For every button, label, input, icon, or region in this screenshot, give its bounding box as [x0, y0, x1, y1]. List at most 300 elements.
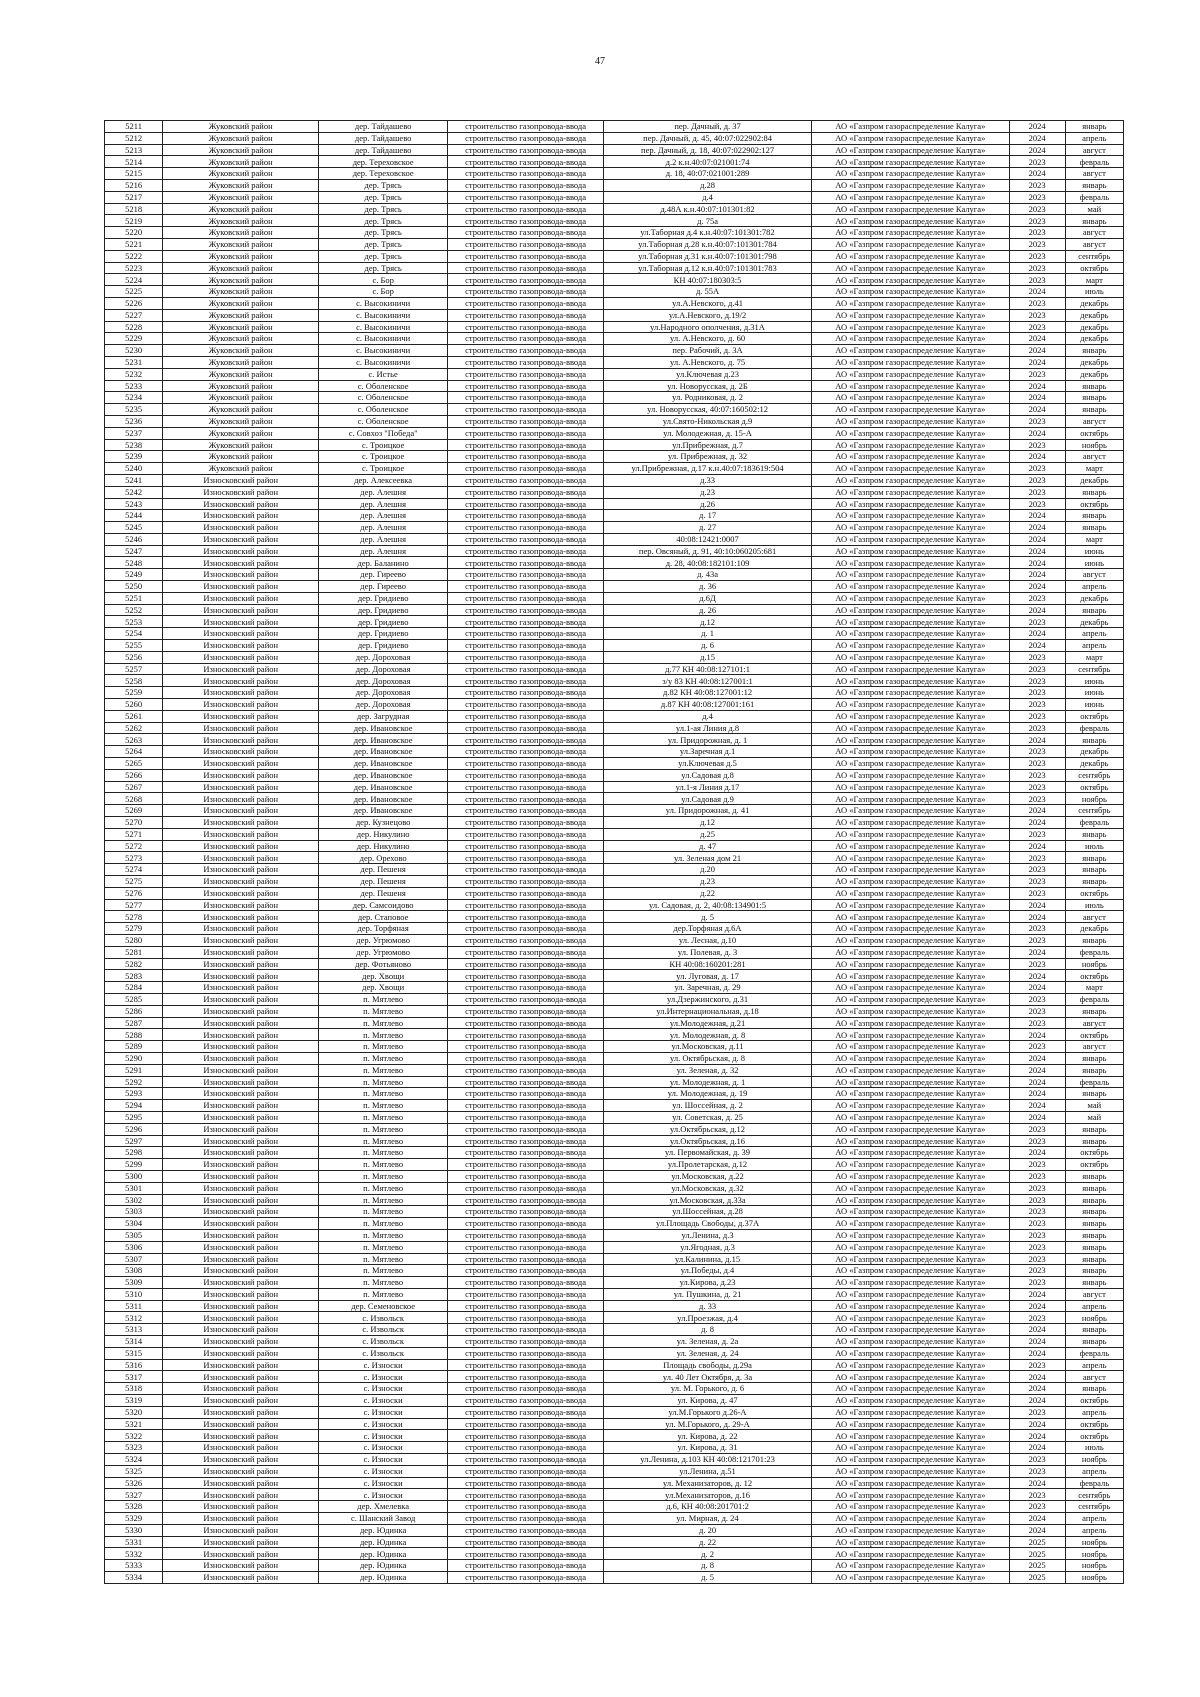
year-cell: 2024 — [1009, 1052, 1065, 1064]
work-type-cell: строительство газопровода-ввода — [448, 769, 604, 781]
table-row — [105, 274, 1124, 286]
address-cell: ул.Механизаторов, д.16 — [604, 1489, 812, 1501]
locality-cell: п. Мятлево — [319, 1017, 448, 1029]
district-cell: Износковский район — [163, 687, 319, 699]
table-row — [105, 1324, 1124, 1336]
table-row — [105, 1147, 1124, 1159]
month-cell: февраль — [1065, 817, 1123, 829]
locality-cell: с. Оболенское — [319, 404, 448, 416]
district-cell: Износковский район — [163, 1288, 319, 1300]
organization-cell: АО «Газпром газораспределение Калуга» — [812, 203, 1010, 215]
year-cell: 2025 — [1009, 1572, 1065, 1584]
locality-cell: дер. Ивановское — [319, 769, 448, 781]
locality-cell: дер. Никулино — [319, 828, 448, 840]
row-number-cell: 5279 — [105, 923, 163, 935]
work-type-cell: строительство газопровода-ввода — [448, 1572, 604, 1584]
table-row — [105, 1170, 1124, 1182]
address-cell: ул.Ленина, д.3 — [604, 1229, 812, 1241]
organization-cell: АО «Газпром газораспределение Калуга» — [812, 368, 1010, 380]
address-cell: д.23 — [604, 486, 812, 498]
year-cell: 2023 — [1009, 1206, 1065, 1218]
locality-cell: с. Износки — [319, 1430, 448, 1442]
year-cell: 2024 — [1009, 1383, 1065, 1395]
table-row — [105, 1442, 1124, 1454]
year-cell: 2024 — [1009, 1347, 1065, 1359]
year-cell: 2024 — [1009, 404, 1065, 416]
locality-cell: п. Мятлево — [319, 1182, 448, 1194]
table-row — [105, 498, 1124, 510]
address-cell: ул. Кирова, д. 31 — [604, 1442, 812, 1454]
table-row — [105, 1029, 1124, 1041]
month-cell: август — [1065, 415, 1123, 427]
district-cell: Износковский район — [163, 486, 319, 498]
district-cell: Износковский район — [163, 840, 319, 852]
district-cell: Износковский район — [163, 1041, 319, 1053]
table-row — [105, 852, 1124, 864]
district-cell: Жуковский район — [163, 368, 319, 380]
row-number-cell: 5292 — [105, 1076, 163, 1088]
locality-cell: дер. Никулино — [319, 840, 448, 852]
work-type-cell: строительство газопровода-ввода — [448, 486, 604, 498]
organization-cell: АО «Газпром газораспределение Калуга» — [812, 121, 1010, 133]
district-cell: Износковский район — [163, 1111, 319, 1123]
table-row — [105, 356, 1124, 368]
address-cell: ул. Шоссейная, д. 2 — [604, 1100, 812, 1112]
year-cell: 2024 — [1009, 345, 1065, 357]
address-cell: д. 43а — [604, 569, 812, 581]
address-cell: ул. Молодежная, д. 1 — [604, 1076, 812, 1088]
table-row — [105, 840, 1124, 852]
district-cell: Износковский район — [163, 1383, 319, 1395]
locality-cell: дер. Дороховая — [319, 687, 448, 699]
work-type-cell: строительство газопровода-ввода — [448, 168, 604, 180]
year-cell: 2024 — [1009, 911, 1065, 923]
locality-cell: с. Оболенское — [319, 415, 448, 427]
address-cell: д.28 — [604, 179, 812, 191]
district-cell: Износковский район — [163, 1371, 319, 1383]
work-type-cell: строительство газопровода-ввода — [448, 828, 604, 840]
work-type-cell: строительство газопровода-ввода — [448, 203, 604, 215]
locality-cell: дер. Тереховское — [319, 168, 448, 180]
work-type-cell: строительство газопровода-ввода — [448, 817, 604, 829]
district-cell: Износковский район — [163, 864, 319, 876]
organization-cell: АО «Газпром газораспределение Калуга» — [812, 533, 1010, 545]
address-cell: ул. Зеленая, д. 32 — [604, 1064, 812, 1076]
month-cell: июнь — [1065, 687, 1123, 699]
row-number-cell: 5221 — [105, 238, 163, 250]
row-number-cell: 5331 — [105, 1536, 163, 1548]
year-cell: 2024 — [1009, 734, 1065, 746]
month-cell: июль — [1065, 286, 1123, 298]
work-type-cell: строительство газопровода-ввода — [448, 333, 604, 345]
organization-cell: АО «Газпром газораспределение Калуга» — [812, 1241, 1010, 1253]
address-cell: ул.Дзержинского, д.31 — [604, 993, 812, 1005]
district-cell: Жуковский район — [163, 439, 319, 451]
table-row — [105, 1347, 1124, 1359]
district-cell: Износковский район — [163, 993, 319, 1005]
month-cell: ноябрь — [1065, 793, 1123, 805]
organization-cell: АО «Газпром газораспределение Калуга» — [812, 1430, 1010, 1442]
organization-cell: АО «Газпром газораспределение Калуга» — [812, 781, 1010, 793]
organization-cell: АО «Газпром газораспределение Калуга» — [812, 309, 1010, 321]
locality-cell: с. Троицкое — [319, 463, 448, 475]
row-number-cell: 5290 — [105, 1052, 163, 1064]
month-cell: апрель — [1065, 1406, 1123, 1418]
year-cell: 2024 — [1009, 1147, 1065, 1159]
address-cell: ул.Октябрьская, д.12 — [604, 1123, 812, 1135]
month-cell: октябрь — [1065, 1029, 1123, 1041]
address-cell: ул. Зеленая, д. 24 — [604, 1347, 812, 1359]
organization-cell: АО «Газпром газораспределение Калуга» — [812, 1206, 1010, 1218]
row-number-cell: 5283 — [105, 970, 163, 982]
month-cell: апрель — [1065, 628, 1123, 640]
row-number-cell: 5324 — [105, 1454, 163, 1466]
address-cell: ул. Зеленая, д. 2а — [604, 1336, 812, 1348]
work-type-cell: строительство газопровода-ввода — [448, 1206, 604, 1218]
year-cell: 2023 — [1009, 227, 1065, 239]
table-row — [105, 934, 1124, 946]
district-cell: Износковский район — [163, 592, 319, 604]
locality-cell: с. Высокиничи — [319, 356, 448, 368]
district-cell: Износковский район — [163, 734, 319, 746]
year-cell: 2023 — [1009, 1182, 1065, 1194]
table-row — [105, 392, 1124, 404]
year-cell: 2023 — [1009, 498, 1065, 510]
row-number-cell: 5253 — [105, 616, 163, 628]
locality-cell: дер. Фотьяново — [319, 958, 448, 970]
table-row — [105, 616, 1124, 628]
district-cell: Износковский район — [163, 805, 319, 817]
district-cell: Износковский район — [163, 1076, 319, 1088]
row-number-cell: 5242 — [105, 486, 163, 498]
work-type-cell: строительство газопровода-ввода — [448, 1477, 604, 1489]
organization-cell: АО «Газпром газораспределение Калуга» — [812, 746, 1010, 758]
locality-cell: дер. Алешня — [319, 533, 448, 545]
month-cell: апрель — [1065, 1513, 1123, 1525]
locality-cell: дер. Трясь — [319, 250, 448, 262]
row-number-cell: 5245 — [105, 522, 163, 534]
row-number-cell: 5212 — [105, 132, 163, 144]
organization-cell: АО «Газпром газораспределение Калуга» — [812, 356, 1010, 368]
year-cell: 2023 — [1009, 179, 1065, 191]
year-cell: 2024 — [1009, 1064, 1065, 1076]
district-cell: Износковский район — [163, 1324, 319, 1336]
row-number-cell: 5263 — [105, 734, 163, 746]
organization-cell: АО «Газпром газораспределение Калуга» — [812, 179, 1010, 191]
work-type-cell: строительство газопровода-ввода — [448, 911, 604, 923]
organization-cell: АО «Газпром газораспределение Калуга» — [812, 840, 1010, 852]
district-cell: Жуковский район — [163, 427, 319, 439]
work-type-cell: строительство газопровода-ввода — [448, 1347, 604, 1359]
district-cell: Износковский район — [163, 758, 319, 770]
address-cell: ул.А.Невского, д.19/2 — [604, 309, 812, 321]
table-row — [105, 781, 1124, 793]
table-row — [105, 651, 1124, 663]
year-cell: 2024 — [1009, 1430, 1065, 1442]
organization-cell: АО «Газпром газораспределение Калуга» — [812, 899, 1010, 911]
district-cell: Износковский район — [163, 1454, 319, 1466]
year-cell: 2024 — [1009, 946, 1065, 958]
year-cell: 2024 — [1009, 604, 1065, 616]
row-number-cell: 5267 — [105, 781, 163, 793]
month-cell: январь — [1065, 1123, 1123, 1135]
address-cell: д.48А к.н.40:07:101301:82 — [604, 203, 812, 215]
year-cell: 2024 — [1009, 1324, 1065, 1336]
locality-cell: дер. Алешня — [319, 545, 448, 557]
month-cell: декабрь — [1065, 309, 1123, 321]
locality-cell: дер. Хвощи — [319, 982, 448, 994]
organization-cell: АО «Газпром газораспределение Калуга» — [812, 616, 1010, 628]
year-cell: 2024 — [1009, 970, 1065, 982]
address-cell: ул. Придорожная, д. 41 — [604, 805, 812, 817]
address-cell: ул.Таборная д.12 к.н.40:07:101301:783 — [604, 262, 812, 274]
address-cell: ул.Садовая д.8 — [604, 769, 812, 781]
year-cell: 2023 — [1009, 215, 1065, 227]
row-number-cell: 5231 — [105, 356, 163, 368]
work-type-cell: строительство газопровода-ввода — [448, 1406, 604, 1418]
table-row — [105, 238, 1124, 250]
locality-cell: дер. Семеновское — [319, 1300, 448, 1312]
organization-cell: АО «Газпром газораспределение Калуга» — [812, 722, 1010, 734]
month-cell: апрель — [1065, 132, 1123, 144]
organization-cell: АО «Газпром газораспределение Калуга» — [812, 1418, 1010, 1430]
table-row — [105, 297, 1124, 309]
organization-cell: АО «Газпром газораспределение Калуга» — [812, 663, 1010, 675]
month-cell: апрель — [1065, 581, 1123, 593]
organization-cell: АО «Газпром газораспределение Калуга» — [812, 1076, 1010, 1088]
organization-cell: АО «Газпром газораспределение Калуга» — [812, 876, 1010, 888]
district-cell: Износковский район — [163, 604, 319, 616]
locality-cell: дер. Торфяная — [319, 923, 448, 935]
month-cell: январь — [1065, 1324, 1123, 1336]
month-cell: май — [1065, 1100, 1123, 1112]
work-type-cell: строительство газопровода-ввода — [448, 1100, 604, 1112]
row-number-cell: 5305 — [105, 1229, 163, 1241]
organization-cell: АО «Газпром газораспределение Калуга» — [812, 1312, 1010, 1324]
work-type-cell: строительство газопровода-ввода — [448, 1218, 604, 1230]
month-cell: август — [1065, 168, 1123, 180]
locality-cell: с. Износки — [319, 1383, 448, 1395]
year-cell: 2023 — [1009, 993, 1065, 1005]
work-type-cell: строительство газопровода-ввода — [448, 1182, 604, 1194]
district-cell: Жуковский район — [163, 168, 319, 180]
address-cell: ул. М.Горького, д. 29-А — [604, 1418, 812, 1430]
month-cell: февраль — [1065, 1477, 1123, 1489]
address-cell: ул. Садовая, д. 2, 40:08:134901:5 — [604, 899, 812, 911]
district-cell: Износковский район — [163, 1489, 319, 1501]
address-cell: д. 75а — [604, 215, 812, 227]
work-type-cell: строительство газопровода-ввода — [448, 1017, 604, 1029]
district-cell: Износковский район — [163, 510, 319, 522]
work-type-cell: строительство газопровода-ввода — [448, 557, 604, 569]
address-cell: ул. Пушкина, д. 21 — [604, 1288, 812, 1300]
address-cell: д.6, КН 40:08:201701:2 — [604, 1501, 812, 1513]
row-number-cell: 5287 — [105, 1017, 163, 1029]
table-row — [105, 286, 1124, 298]
year-cell: 2023 — [1009, 852, 1065, 864]
work-type-cell: строительство газопровода-ввода — [448, 840, 604, 852]
organization-cell: АО «Газпром газораспределение Калуга» — [812, 734, 1010, 746]
district-cell: Износковский район — [163, 1017, 319, 1029]
locality-cell: дер. Гридиево — [319, 616, 448, 628]
address-cell: д.22 — [604, 887, 812, 899]
year-cell: 2023 — [1009, 864, 1065, 876]
locality-cell: дер. Алешня — [319, 498, 448, 510]
row-number-cell: 5294 — [105, 1100, 163, 1112]
month-cell: декабрь — [1065, 321, 1123, 333]
locality-cell: п. Мятлево — [319, 1218, 448, 1230]
work-type-cell: строительство газопровода-ввода — [448, 427, 604, 439]
work-type-cell: строительство газопровода-ввода — [448, 1029, 604, 1041]
organization-cell: АО «Газпром газораспределение Калуга» — [812, 592, 1010, 604]
organization-cell: АО «Газпром газораспределение Калуга» — [812, 1406, 1010, 1418]
month-cell: октябрь — [1065, 1418, 1123, 1430]
locality-cell: п. Мятлево — [319, 1029, 448, 1041]
table-row — [105, 1017, 1124, 1029]
organization-cell: АО «Газпром газораспределение Калуга» — [812, 993, 1010, 1005]
table-row — [105, 1123, 1124, 1135]
locality-cell: дер. Ивановское — [319, 746, 448, 758]
table-body — [105, 121, 1124, 1584]
year-cell: 2023 — [1009, 1159, 1065, 1171]
table-row — [105, 321, 1124, 333]
work-type-cell: строительство газопровода-ввода — [448, 1324, 604, 1336]
work-type-cell: строительство газопровода-ввода — [448, 1371, 604, 1383]
row-number-cell: 5297 — [105, 1135, 163, 1147]
work-type-cell: строительство газопровода-ввода — [448, 734, 604, 746]
row-number-cell: 5271 — [105, 828, 163, 840]
table-row — [105, 970, 1124, 982]
month-cell: январь — [1065, 121, 1123, 133]
row-number-cell: 5272 — [105, 840, 163, 852]
year-cell: 2023 — [1009, 687, 1065, 699]
table-row — [105, 1336, 1124, 1348]
organization-cell: АО «Газпром газораспределение Калуга» — [812, 817, 1010, 829]
district-cell: Жуковский район — [163, 404, 319, 416]
year-cell: 2023 — [1009, 1312, 1065, 1324]
year-cell: 2023 — [1009, 439, 1065, 451]
organization-cell: АО «Газпром газораспределение Калуга» — [812, 1052, 1010, 1064]
organization-cell: АО «Газпром газораспределение Калуга» — [812, 1041, 1010, 1053]
month-cell: апрель — [1065, 1465, 1123, 1477]
address-cell: ул.Ключевая д.5 — [604, 758, 812, 770]
table-row — [105, 510, 1124, 522]
work-type-cell: строительство газопровода-ввода — [448, 628, 604, 640]
locality-cell: дер. Загрудная — [319, 710, 448, 722]
table-row — [105, 533, 1124, 545]
row-number-cell: 5301 — [105, 1182, 163, 1194]
work-type-cell: строительство газопровода-ввода — [448, 1135, 604, 1147]
district-cell: Жуковский район — [163, 380, 319, 392]
row-number-cell: 5260 — [105, 699, 163, 711]
row-number-cell: 5320 — [105, 1406, 163, 1418]
year-cell: 2023 — [1009, 793, 1065, 805]
organization-cell: АО «Газпром газораспределение Калуга» — [812, 510, 1010, 522]
locality-cell: с. Извольск — [319, 1312, 448, 1324]
locality-cell: дер. Трясь — [319, 179, 448, 191]
row-number-cell: 5328 — [105, 1501, 163, 1513]
month-cell: февраль — [1065, 722, 1123, 734]
work-type-cell: строительство газопровода-ввода — [448, 1288, 604, 1300]
table-row — [105, 675, 1124, 687]
year-cell: 2024 — [1009, 1100, 1065, 1112]
locality-cell: дер. Хмелевка — [319, 1501, 448, 1513]
locality-cell: дер. Дороховая — [319, 675, 448, 687]
address-cell: ул. Прибрежная, д. 32 — [604, 451, 812, 463]
year-cell: 2023 — [1009, 156, 1065, 168]
address-cell: д. 33 — [604, 1300, 812, 1312]
row-number-cell: 5306 — [105, 1241, 163, 1253]
locality-cell: с. Троицкое — [319, 439, 448, 451]
table-row — [105, 1430, 1124, 1442]
organization-cell: АО «Газпром газораспределение Калуга» — [812, 1182, 1010, 1194]
month-cell: октябрь — [1065, 970, 1123, 982]
row-number-cell: 5225 — [105, 286, 163, 298]
locality-cell: п. Мятлево — [319, 1206, 448, 1218]
address-cell: д.82 КН 40:08:127001:12 — [604, 687, 812, 699]
address-cell: д. 17 — [604, 510, 812, 522]
month-cell: ноябрь — [1065, 1312, 1123, 1324]
table-row — [105, 1536, 1124, 1548]
month-cell: февраль — [1065, 993, 1123, 1005]
year-cell: 2024 — [1009, 427, 1065, 439]
district-cell: Износковский район — [163, 581, 319, 593]
year-cell: 2023 — [1009, 1406, 1065, 1418]
row-number-cell: 5332 — [105, 1548, 163, 1560]
district-cell: Износковский район — [163, 970, 319, 982]
year-cell: 2024 — [1009, 628, 1065, 640]
month-cell: январь — [1065, 1265, 1123, 1277]
work-type-cell: строительство газопровода-ввода — [448, 781, 604, 793]
locality-cell: с. Бор — [319, 286, 448, 298]
locality-cell: дер. Орехово — [319, 852, 448, 864]
month-cell: декабрь — [1065, 333, 1123, 345]
month-cell: август — [1065, 1041, 1123, 1053]
district-cell: Износковский район — [163, 1064, 319, 1076]
locality-cell: с. Износки — [319, 1477, 448, 1489]
district-cell: Износковский район — [163, 1524, 319, 1536]
address-cell: ул.Садовая д.9 — [604, 793, 812, 805]
work-type-cell: строительство газопровода-ввода — [448, 179, 604, 191]
month-cell: август — [1065, 1371, 1123, 1383]
address-cell: ул.М.Горького д.26-А — [604, 1406, 812, 1418]
address-cell: ул.Октябрьская, д.16 — [604, 1135, 812, 1147]
year-cell: 2024 — [1009, 805, 1065, 817]
row-number-cell: 5303 — [105, 1206, 163, 1218]
locality-cell: п. Мятлево — [319, 1265, 448, 1277]
month-cell: сентябрь — [1065, 805, 1123, 817]
month-cell: октябрь — [1065, 498, 1123, 510]
month-cell: июнь — [1065, 545, 1123, 557]
table-row — [105, 522, 1124, 534]
work-type-cell: строительство газопровода-ввода — [448, 380, 604, 392]
district-cell: Износковский район — [163, 1395, 319, 1407]
year-cell: 2024 — [1009, 510, 1065, 522]
table-row — [105, 1218, 1124, 1230]
work-type-cell: строительство газопровода-ввода — [448, 191, 604, 203]
month-cell: январь — [1065, 404, 1123, 416]
work-type-cell: строительство газопровода-ввода — [448, 793, 604, 805]
row-number-cell: 5280 — [105, 934, 163, 946]
work-type-cell: строительство газопровода-ввода — [448, 687, 604, 699]
organization-cell: АО «Газпром газораспределение Калуга» — [812, 1513, 1010, 1525]
organization-cell: АО «Газпром газораспределение Калуга» — [812, 156, 1010, 168]
district-cell: Жуковский район — [163, 345, 319, 357]
month-cell: декабрь — [1065, 297, 1123, 309]
table-row — [105, 427, 1124, 439]
work-type-cell: строительство газопровода-ввода — [448, 1465, 604, 1477]
district-cell: Износковский район — [163, 1088, 319, 1100]
